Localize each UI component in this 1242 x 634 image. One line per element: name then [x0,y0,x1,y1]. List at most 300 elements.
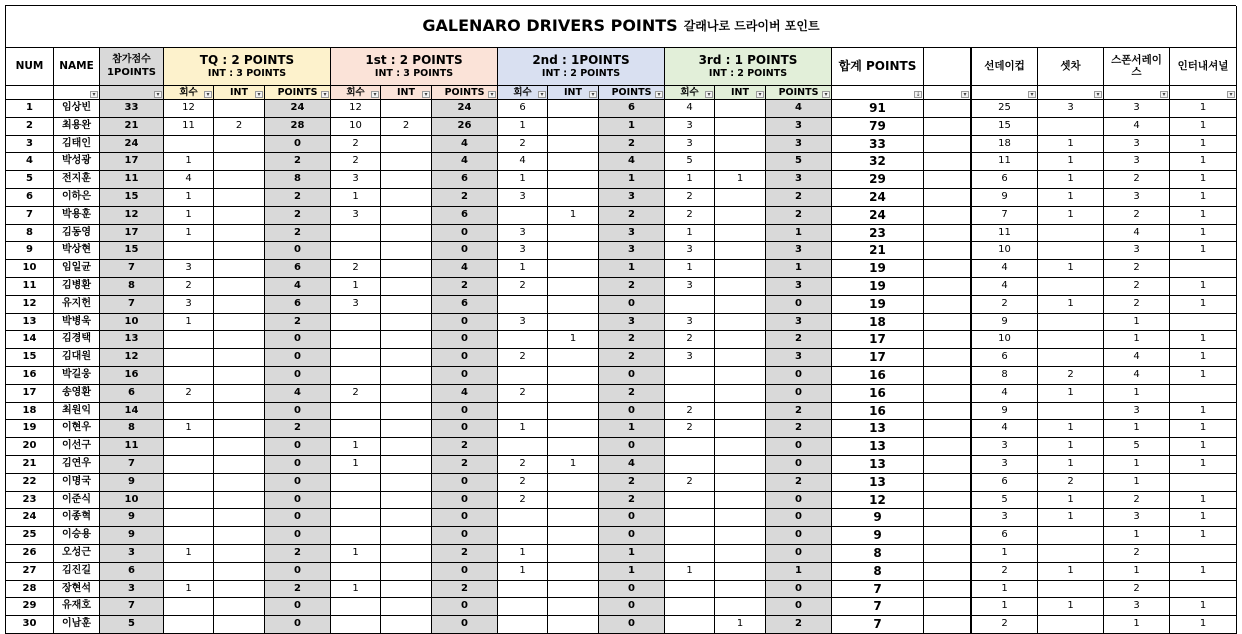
cell-sponsor[interactable]: 1 [1104,527,1170,545]
cell-total[interactable]: 7 [832,581,924,598]
cell-blank[interactable] [924,616,971,634]
cell-tq-int[interactable] [214,314,265,331]
cell-tq-int[interactable] [214,260,265,278]
cell-t-int[interactable] [715,492,766,509]
cell-tq-int[interactable] [214,581,265,598]
cell-num[interactable]: 8 [6,225,54,242]
cell-s-n[interactable] [498,438,548,456]
cell-tq-n[interactable] [164,367,214,385]
cell-t-n[interactable] [665,581,715,598]
cell-t-n[interactable]: 3 [665,242,715,260]
cell-tq-n[interactable]: 3 [164,296,214,314]
filter-dropdown-icon[interactable]: ▾ [255,91,263,98]
cell-sat[interactable]: 1 [1038,296,1104,314]
cell-t-n[interactable]: 2 [665,189,715,207]
cell-blank[interactable] [924,420,971,438]
cell-intl[interactable]: 1 [1170,456,1237,474]
cell-sat[interactable] [1038,403,1104,420]
cell-tq-n[interactable] [164,509,214,527]
cell-t-n[interactable]: 3 [665,314,715,331]
cell-f-n[interactable]: 2 [331,260,381,278]
cell-blank[interactable] [924,598,971,616]
cell-s-int[interactable] [548,385,599,403]
cell-s-pts[interactable]: 6 [599,100,665,118]
cell-total[interactable]: 33 [832,136,924,153]
cell-blank[interactable] [924,563,971,581]
cell-total[interactable]: 12 [832,492,924,509]
cell-t-pts[interactable]: 0 [766,296,832,314]
cell-attend[interactable]: 33 [100,100,164,118]
cell-blank[interactable] [924,385,971,403]
filter-dropdown-icon[interactable]: ▾ [655,91,663,98]
cell-t-n[interactable]: 3 [665,118,715,136]
cell-attend[interactable]: 7 [100,456,164,474]
cell-tq-pts[interactable]: 2 [265,207,331,225]
cell-tq-n[interactable] [164,598,214,616]
sub-first-points[interactable]: POINTS ▾ [432,86,498,100]
cell-blank[interactable] [924,278,971,296]
cell-name[interactable]: 전지훈 [54,171,100,189]
cell-tq-n[interactable]: 1 [164,207,214,225]
cell-t-n[interactable]: 1 [665,225,715,242]
cell-sonde[interactable]: 2 [972,616,1038,634]
cell-num[interactable]: 6 [6,189,54,207]
cell-sonde[interactable]: 9 [972,314,1038,331]
cell-s-int[interactable] [548,189,599,207]
filter-dropdown-icon[interactable]: ▾ [1227,91,1235,98]
cell-total[interactable]: 19 [832,278,924,296]
cell-sponsor[interactable]: 3 [1104,189,1170,207]
cell-s-pts[interactable]: 3 [599,242,665,260]
cell-tq-n[interactable]: 1 [164,189,214,207]
cell-name[interactable]: 박용훈 [54,207,100,225]
cell-name[interactable]: 유지헌 [54,296,100,314]
cell-total[interactable]: 7 [832,616,924,634]
cell-f-pts[interactable]: 0 [432,527,498,545]
cell-t-n[interactable]: 5 [665,153,715,171]
cell-attend[interactable]: 13 [100,331,164,349]
cell-t-n[interactable] [665,598,715,616]
cell-sonde[interactable]: 9 [972,403,1038,420]
cell-f-int[interactable] [381,527,432,545]
cell-s-int[interactable] [548,136,599,153]
cell-sat[interactable] [1038,118,1104,136]
cell-f-int[interactable] [381,438,432,456]
cell-name[interactable]: 이준식 [54,492,100,509]
cell-f-pts[interactable]: 2 [432,581,498,598]
cell-f-pts[interactable]: 0 [432,225,498,242]
cell-intl[interactable]: 1 [1170,349,1237,367]
cell-tq-pts[interactable]: 0 [265,474,331,492]
cell-total[interactable]: 17 [832,349,924,367]
cell-f-n[interactable]: 2 [331,385,381,403]
sub-third-count[interactable]: 회수 ▾ [665,86,715,100]
filter-dropdown-icon[interactable]: ▾ [204,91,212,98]
cell-f-pts[interactable]: 4 [432,385,498,403]
cell-sponsor[interactable]: 4 [1104,367,1170,385]
cell-t-n[interactable]: 2 [665,207,715,225]
cell-total[interactable]: 13 [832,420,924,438]
cell-intl[interactable]: 1 [1170,225,1237,242]
filter-dropdown-icon[interactable]: ▾ [422,91,430,98]
cell-total[interactable]: 24 [832,207,924,225]
cell-t-int[interactable] [715,598,766,616]
cell-f-int[interactable] [381,403,432,420]
cell-t-n[interactable]: 1 [665,171,715,189]
cell-s-pts[interactable]: 0 [599,509,665,527]
cell-t-pts[interactable]: 2 [766,331,832,349]
cell-intl[interactable] [1170,474,1237,492]
cell-f-n[interactable] [331,403,381,420]
filter-dropdown-icon[interactable]: ▾ [705,91,713,98]
cell-name[interactable]: 김경택 [54,331,100,349]
filter-cell-name[interactable] [54,86,100,100]
cell-tq-int[interactable] [214,136,265,153]
cell-attend[interactable]: 9 [100,527,164,545]
cell-tq-n[interactable] [164,563,214,581]
cell-attend[interactable]: 12 [100,207,164,225]
cell-total[interactable]: 17 [832,331,924,349]
cell-attend[interactable]: 9 [100,509,164,527]
cell-name[interactable]: 이승용 [54,527,100,545]
cell-name[interactable]: 최용완 [54,118,100,136]
cell-tq-int[interactable] [214,278,265,296]
cell-f-pts[interactable]: 2 [432,545,498,563]
cell-f-pts[interactable]: 0 [432,616,498,634]
cell-tq-pts[interactable]: 0 [265,527,331,545]
cell-tq-int[interactable] [214,207,265,225]
cell-s-pts[interactable]: 3 [599,314,665,331]
cell-sonde[interactable]: 18 [972,136,1038,153]
cell-s-n[interactable]: 2 [498,136,548,153]
cell-t-int[interactable] [715,314,766,331]
cell-sponsor[interactable]: 2 [1104,492,1170,509]
cell-tq-n[interactable] [164,242,214,260]
cell-s-n[interactable]: 2 [498,349,548,367]
cell-tq-int[interactable] [214,349,265,367]
cell-total[interactable]: 29 [832,171,924,189]
cell-f-int[interactable] [381,598,432,616]
cell-t-int[interactable] [715,118,766,136]
cell-attend[interactable]: 5 [100,616,164,634]
cell-f-n[interactable]: 1 [331,278,381,296]
cell-t-int[interactable] [715,153,766,171]
cell-name[interactable]: 이남훈 [54,616,100,634]
cell-sonde[interactable]: 3 [972,438,1038,456]
cell-num[interactable]: 21 [6,456,54,474]
cell-blank[interactable] [924,314,971,331]
cell-s-pts[interactable]: 0 [599,616,665,634]
cell-f-int[interactable] [381,207,432,225]
cell-sponsor[interactable]: 2 [1104,171,1170,189]
cell-tq-n[interactable] [164,456,214,474]
cell-sonde[interactable]: 6 [972,527,1038,545]
cell-f-n[interactable] [331,492,381,509]
cell-s-n[interactable] [498,367,548,385]
cell-num[interactable]: 30 [6,616,54,634]
cell-f-n[interactable] [331,314,381,331]
cell-total[interactable]: 21 [832,242,924,260]
cell-s-pts[interactable]: 1 [599,118,665,136]
cell-tq-int[interactable] [214,474,265,492]
filter-dropdown-icon[interactable]: ▾ [538,91,546,98]
cell-sat[interactable]: 2 [1038,367,1104,385]
cell-attend[interactable]: 7 [100,296,164,314]
cell-t-pts[interactable]: 0 [766,367,832,385]
cell-blank[interactable] [924,509,971,527]
cell-name[interactable]: 이하은 [54,189,100,207]
cell-tq-int[interactable] [214,509,265,527]
cell-num[interactable]: 7 [6,207,54,225]
cell-sonde[interactable]: 15 [972,118,1038,136]
cell-s-pts[interactable]: 2 [599,385,665,403]
cell-t-int[interactable] [715,242,766,260]
cell-s-n[interactable] [498,331,548,349]
cell-blank[interactable] [924,260,971,278]
cell-tq-n[interactable]: 3 [164,260,214,278]
cell-tq-pts[interactable]: 0 [265,563,331,581]
sub-third-int[interactable]: INT ▾ [715,86,766,100]
cell-tq-pts[interactable]: 0 [265,403,331,420]
cell-sonde[interactable]: 11 [972,153,1038,171]
cell-tq-n[interactable]: 1 [164,581,214,598]
cell-sat[interactable]: 1 [1038,385,1104,403]
filter-cell-total[interactable] [832,86,924,100]
cell-s-n[interactable] [498,581,548,598]
cell-s-n[interactable]: 2 [498,456,548,474]
cell-s-int[interactable] [548,367,599,385]
cell-f-pts[interactable]: 0 [432,420,498,438]
sub-first-count[interactable]: 회수 ▾ [331,86,381,100]
cell-s-pts[interactable]: 1 [599,260,665,278]
cell-s-n[interactable]: 2 [498,474,548,492]
cell-tq-n[interactable]: 2 [164,385,214,403]
cell-t-n[interactable] [665,385,715,403]
cell-s-n[interactable] [498,616,548,634]
filter-dropdown-icon[interactable]: ▾ [822,91,830,98]
cell-sponsor[interactable]: 3 [1104,509,1170,527]
cell-sponsor[interactable]: 1 [1104,385,1170,403]
cell-sat[interactable] [1038,331,1104,349]
cell-num[interactable]: 15 [6,349,54,367]
cell-intl[interactable]: 1 [1170,598,1237,616]
cell-t-pts[interactable]: 3 [766,349,832,367]
cell-f-int[interactable] [381,296,432,314]
cell-tq-int[interactable] [214,153,265,171]
cell-total[interactable]: 91 [832,100,924,118]
cell-f-n[interactable]: 2 [331,136,381,153]
cell-attend[interactable]: 7 [100,598,164,616]
cell-tq-n[interactable]: 1 [164,545,214,563]
cell-s-int[interactable] [548,171,599,189]
cell-tq-int[interactable] [214,367,265,385]
filter-dropdown-icon[interactable]: ▾ [1160,91,1168,98]
cell-t-int[interactable] [715,296,766,314]
cell-attend[interactable]: 14 [100,403,164,420]
sub-second-points[interactable]: POINTS ▾ [599,86,665,100]
cell-sat[interactable]: 1 [1038,456,1104,474]
cell-blank[interactable] [924,367,971,385]
cell-tq-pts[interactable]: 0 [265,456,331,474]
cell-t-int[interactable] [715,456,766,474]
cell-sonde[interactable]: 1 [972,581,1038,598]
cell-s-int[interactable] [548,509,599,527]
cell-intl[interactable]: 1 [1170,242,1237,260]
cell-t-n[interactable] [665,492,715,509]
cell-tq-int[interactable] [214,438,265,456]
cell-t-pts[interactable]: 3 [766,136,832,153]
cell-sat[interactable]: 1 [1038,509,1104,527]
cell-num[interactable]: 24 [6,509,54,527]
cell-name[interactable]: 임일균 [54,260,100,278]
filter-cell-sat[interactable] [1038,86,1104,100]
cell-sonde[interactable]: 2 [972,296,1038,314]
cell-total[interactable]: 19 [832,296,924,314]
cell-total[interactable]: 13 [832,474,924,492]
cell-attend[interactable]: 15 [100,189,164,207]
cell-t-pts[interactable]: 5 [766,153,832,171]
cell-tq-pts[interactable]: 2 [265,545,331,563]
cell-t-n[interactable] [665,438,715,456]
cell-intl[interactable]: 1 [1170,509,1237,527]
cell-intl[interactable]: 1 [1170,153,1237,171]
cell-s-pts[interactable]: 0 [599,581,665,598]
cell-tq-int[interactable] [214,616,265,634]
cell-t-int[interactable] [715,331,766,349]
cell-s-n[interactable]: 1 [498,545,548,563]
cell-num[interactable]: 3 [6,136,54,153]
cell-sponsor[interactable]: 2 [1104,278,1170,296]
filter-dropdown-icon[interactable]: ▾ [961,91,969,98]
cell-sponsor[interactable]: 5 [1104,438,1170,456]
cell-s-int[interactable] [548,242,599,260]
cell-f-pts[interactable]: 0 [432,563,498,581]
cell-sponsor[interactable]: 1 [1104,420,1170,438]
cell-tq-n[interactable] [164,438,214,456]
cell-tq-pts[interactable]: 8 [265,171,331,189]
cell-t-pts[interactable]: 0 [766,527,832,545]
cell-f-n[interactable] [331,616,381,634]
cell-s-int[interactable] [548,153,599,171]
cell-tq-n[interactable] [164,403,214,420]
cell-total[interactable]: 79 [832,118,924,136]
cell-num[interactable]: 9 [6,242,54,260]
cell-f-n[interactable] [331,474,381,492]
cell-s-pts[interactable]: 1 [599,420,665,438]
cell-total[interactable]: 18 [832,314,924,331]
cell-name[interactable]: 이선구 [54,438,100,456]
cell-t-n[interactable]: 2 [665,331,715,349]
cell-f-int[interactable] [381,189,432,207]
cell-f-int[interactable] [381,260,432,278]
cell-t-int[interactable] [715,189,766,207]
cell-s-pts[interactable]: 3 [599,189,665,207]
cell-sonde[interactable]: 11 [972,225,1038,242]
cell-t-pts[interactable]: 0 [766,456,832,474]
cell-sponsor[interactable]: 1 [1104,456,1170,474]
cell-tq-n[interactable]: 4 [164,171,214,189]
cell-tq-pts[interactable]: 4 [265,278,331,296]
cell-f-int[interactable] [381,136,432,153]
cell-f-n[interactable] [331,509,381,527]
cell-sponsor[interactable]: 4 [1104,118,1170,136]
cell-s-n[interactable] [498,403,548,420]
filter-cell-sponsor[interactable] [1104,86,1170,100]
cell-sponsor[interactable]: 4 [1104,349,1170,367]
cell-f-pts[interactable]: 24 [432,100,498,118]
cell-f-int[interactable] [381,349,432,367]
cell-f-pts[interactable]: 0 [432,331,498,349]
cell-f-n[interactable] [331,563,381,581]
cell-s-pts[interactable]: 0 [599,598,665,616]
cell-tq-int[interactable] [214,296,265,314]
cell-total[interactable]: 9 [832,509,924,527]
cell-t-n[interactable] [665,527,715,545]
cell-s-pts[interactable]: 1 [599,545,665,563]
cell-attend[interactable]: 7 [100,260,164,278]
cell-t-n[interactable] [665,509,715,527]
cell-num[interactable]: 20 [6,438,54,456]
cell-f-n[interactable] [331,242,381,260]
cell-tq-int[interactable] [214,545,265,563]
cell-f-int[interactable] [381,456,432,474]
cell-s-int[interactable] [548,438,599,456]
cell-blank[interactable] [924,189,971,207]
cell-t-pts[interactable]: 0 [766,438,832,456]
cell-tq-int[interactable] [214,385,265,403]
cell-sonde[interactable]: 6 [972,474,1038,492]
cell-s-int[interactable] [548,100,599,118]
cell-num[interactable]: 1 [6,100,54,118]
cell-t-pts[interactable]: 2 [766,403,832,420]
sub-third-points[interactable]: POINTS ▾ [766,86,832,100]
cell-t-int[interactable] [715,581,766,598]
cell-t-pts[interactable]: 4 [766,100,832,118]
cell-tq-pts[interactable]: 0 [265,242,331,260]
cell-t-int[interactable]: 1 [715,171,766,189]
cell-tq-n[interactable]: 1 [164,420,214,438]
cell-intl[interactable]: 1 [1170,171,1237,189]
cell-tq-pts[interactable]: 2 [265,225,331,242]
cell-tq-pts[interactable]: 2 [265,420,331,438]
cell-s-int[interactable] [548,563,599,581]
cell-f-pts[interactable]: 0 [432,349,498,367]
cell-f-n[interactable] [331,598,381,616]
cell-s-int[interactable] [548,118,599,136]
cell-tq-n[interactable] [164,331,214,349]
cell-sat[interactable] [1038,242,1104,260]
cell-num[interactable]: 25 [6,527,54,545]
cell-name[interactable]: 유재호 [54,598,100,616]
cell-intl[interactable]: 1 [1170,278,1237,296]
cell-intl[interactable]: 1 [1170,438,1237,456]
cell-s-int[interactable] [548,260,599,278]
cell-s-int[interactable] [548,545,599,563]
cell-total[interactable]: 23 [832,225,924,242]
cell-blank[interactable] [924,456,971,474]
cell-t-pts[interactable]: 0 [766,545,832,563]
cell-tq-int[interactable]: 2 [214,118,265,136]
cell-sponsor[interactable]: 3 [1104,242,1170,260]
cell-intl[interactable] [1170,260,1237,278]
sub-tq-count[interactable]: 회수 ▾ [164,86,214,100]
cell-f-pts[interactable]: 0 [432,509,498,527]
cell-tq-int[interactable] [214,492,265,509]
cell-num[interactable]: 13 [6,314,54,331]
cell-name[interactable]: 김동영 [54,225,100,242]
cell-tq-int[interactable] [214,563,265,581]
cell-s-pts[interactable]: 1 [599,563,665,581]
